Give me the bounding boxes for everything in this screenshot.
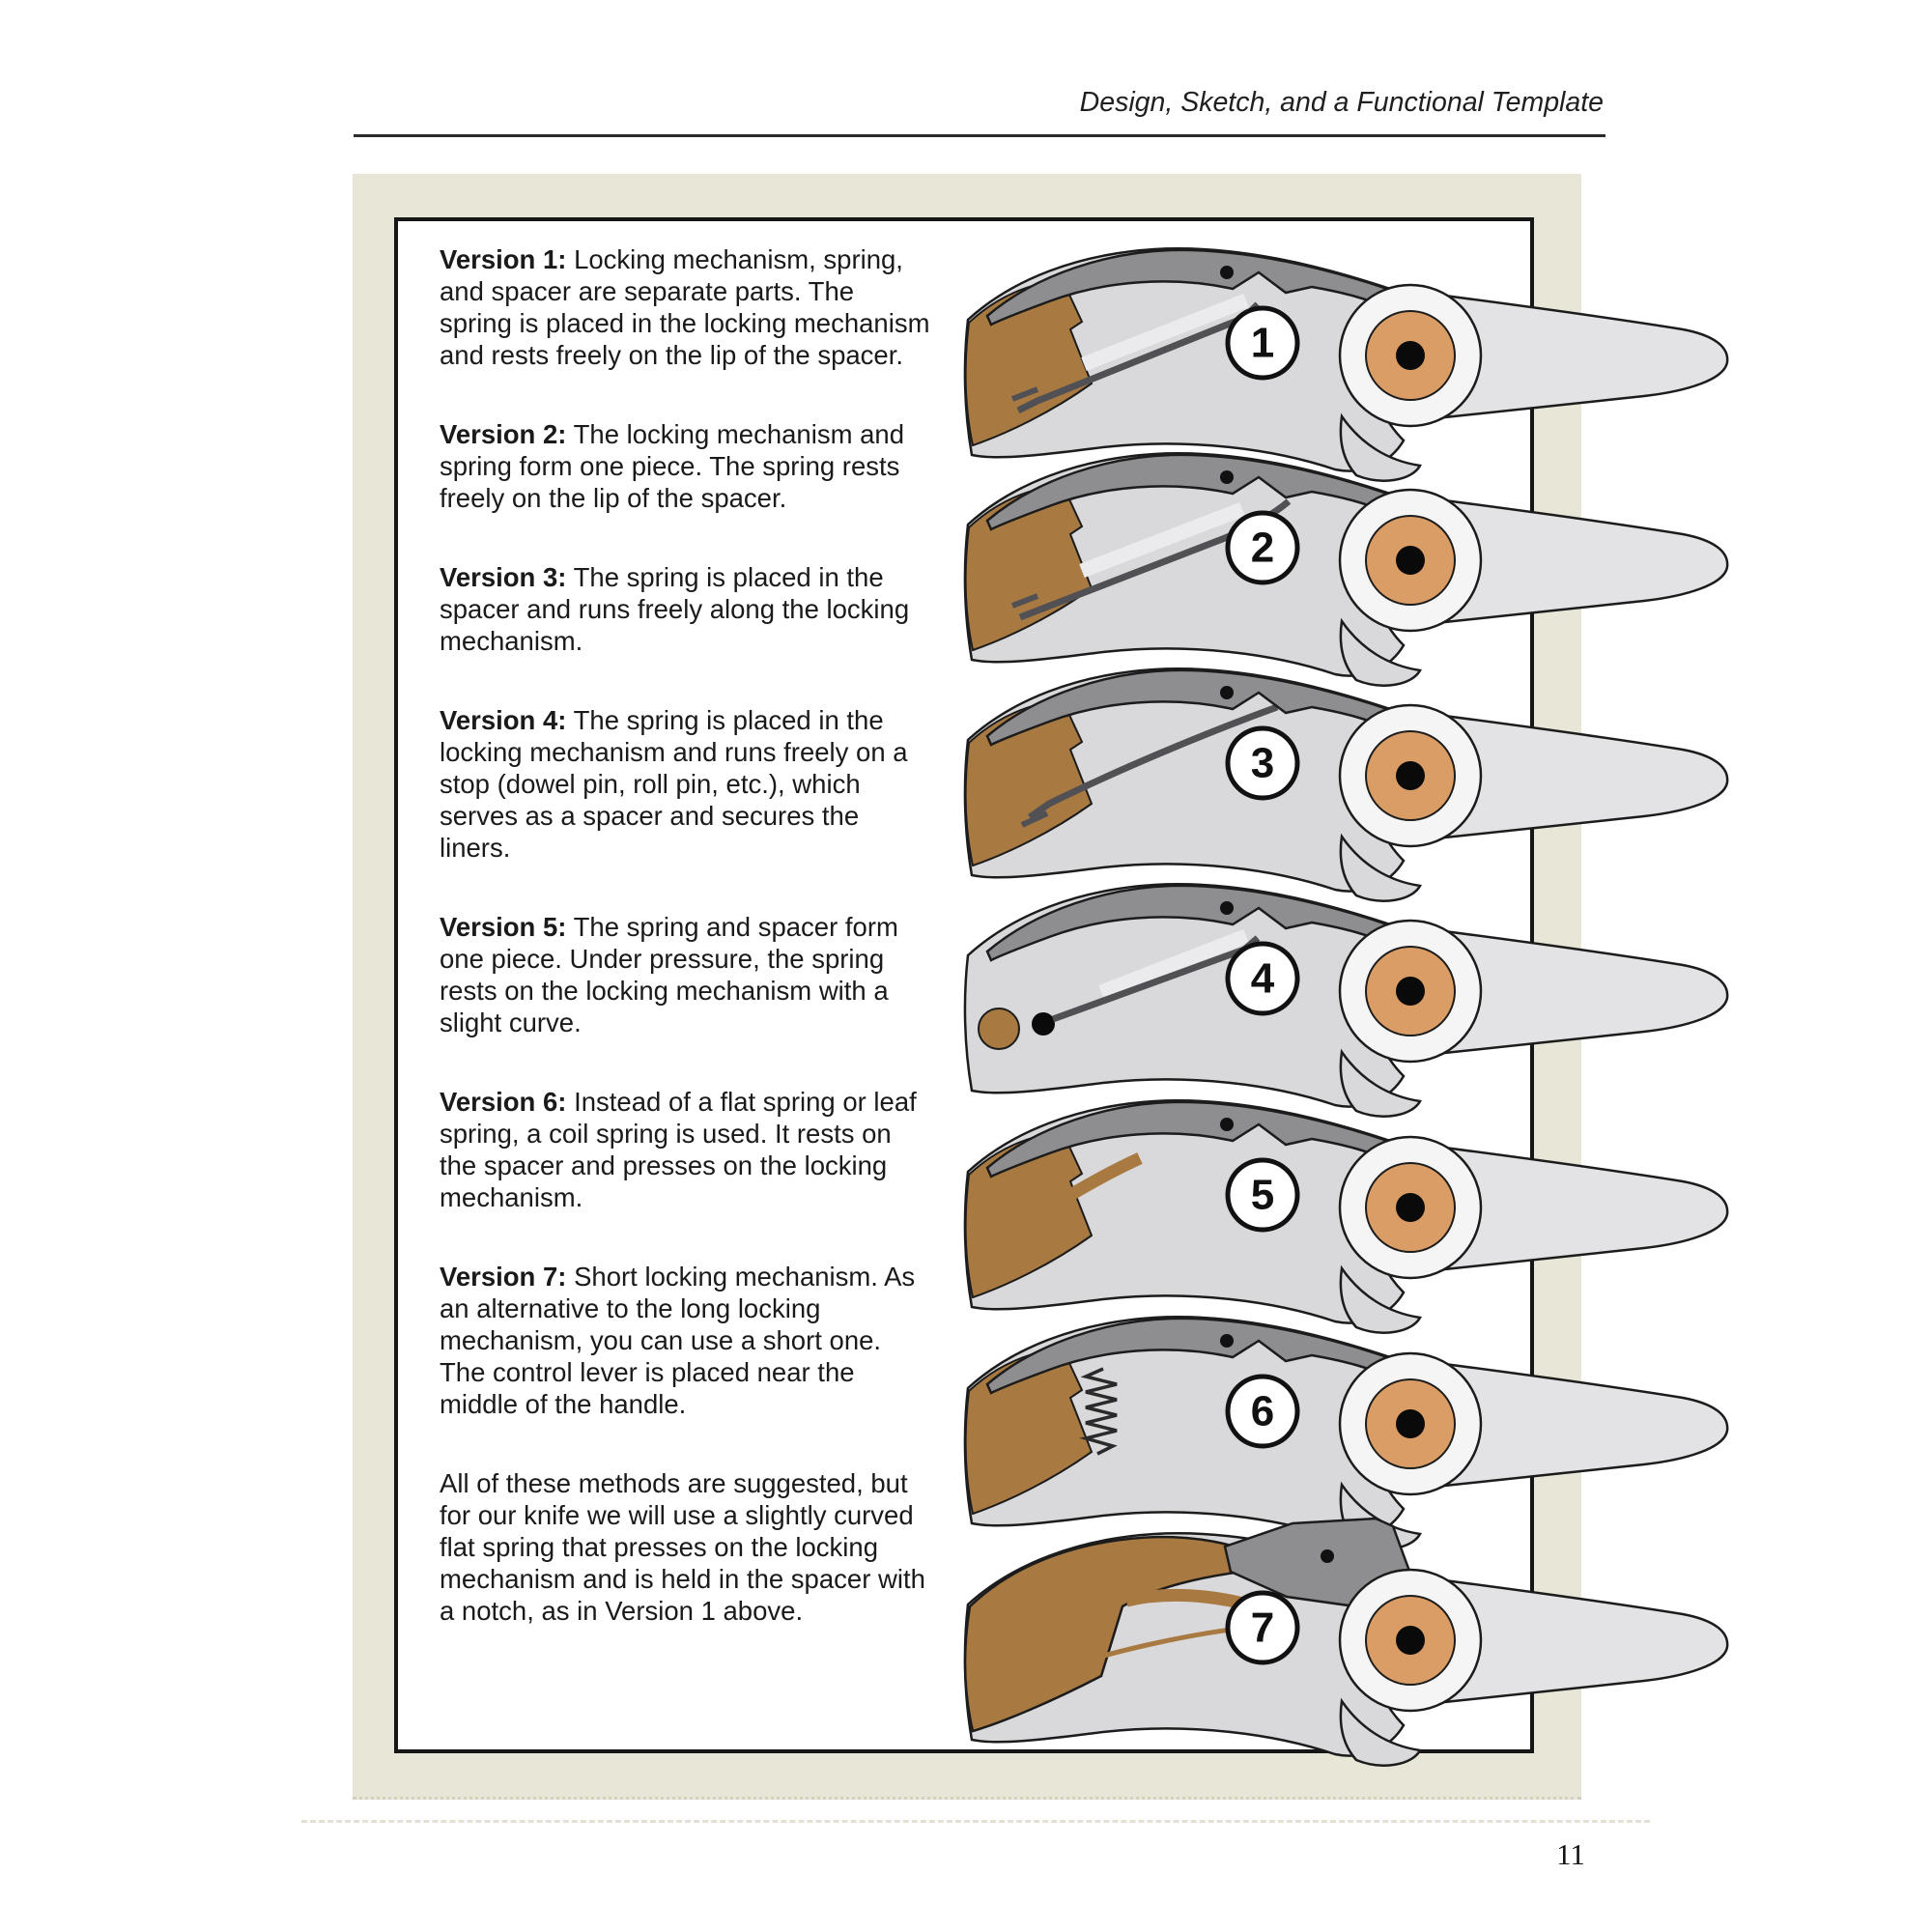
svg-text:6: 6 bbox=[1250, 1387, 1275, 1435]
panel-bottom-dashes bbox=[301, 1820, 1650, 1823]
number-badge bbox=[1228, 1593, 1297, 1662]
version-paragraph bbox=[440, 243, 930, 371]
number-badge bbox=[1228, 1160, 1297, 1230]
version-descriptions bbox=[440, 243, 930, 1674]
number-badge bbox=[1228, 513, 1297, 582]
version-paragraph bbox=[440, 561, 930, 657]
version-label: Version 7: bbox=[440, 1262, 567, 1292]
version-body: The locking mechanism and spring form one piece. The spring rests freely on the lip of the spacer. bbox=[440, 419, 905, 513]
version-label: Version 1: bbox=[440, 244, 567, 274]
page-title: Design, Sketch, and a Functional Template bbox=[1079, 87, 1604, 118]
version-paragraph bbox=[440, 1086, 930, 1213]
svg-text:7: 7 bbox=[1250, 1604, 1275, 1652]
number-badge bbox=[1228, 944, 1297, 1013]
svg-text:2: 2 bbox=[1250, 524, 1275, 572]
version-paragraph bbox=[440, 704, 930, 864]
page-number: 11 bbox=[1556, 1837, 1585, 1871]
version-body: Short locking mechanism. As an alternative to the long locking mechanism, you can use a short one. The control lever is placed near the middle of the handle. bbox=[440, 1262, 916, 1419]
svg-text:4: 4 bbox=[1250, 954, 1275, 1003]
version-label: Version 3: bbox=[440, 562, 567, 592]
stop-pin bbox=[1032, 1012, 1055, 1036]
header-rule bbox=[354, 134, 1605, 137]
version-paragraph bbox=[440, 1261, 930, 1420]
dowel-pin bbox=[979, 1008, 1019, 1049]
knife-diagram-7 bbox=[956, 1512, 1739, 1802]
svg-text:3: 3 bbox=[1250, 739, 1275, 787]
version-label: Version 2: bbox=[440, 419, 567, 449]
version-body: Instead of a flat spring or leaf spring, a coil spring is used. It rests on the spacer and presses on the locking mechanism. bbox=[440, 1087, 917, 1212]
version-body: Locking mechanism, spring, and spacer are separate parts. The spring is placed in the locking mechanism and rests freely on the lip of the spacer. bbox=[440, 244, 930, 370]
number-badge bbox=[1228, 308, 1297, 378]
closing-body: All of these methods are suggested, but for our knife we will use a slightly curved flat spring that presses on the locking mechanism and is held in the spacer with a notch, as in Version 1 above. bbox=[440, 1468, 925, 1626]
version-label: Version 4: bbox=[440, 705, 567, 735]
lever-pin-icon bbox=[1321, 1549, 1334, 1563]
version-label: Version 6: bbox=[440, 1087, 567, 1117]
version-body: The spring and spacer form one piece. Under pressure, the spring rests on the locking mechanism with a slight curve. bbox=[440, 912, 898, 1037]
number-badge bbox=[1228, 1377, 1297, 1446]
version-body: The spring is placed in the locking mechanism and runs freely on a stop (dowel pin, roll pin, etc.), which serves as a spacer and secures the liners. bbox=[440, 705, 908, 863]
version-body: The spring is placed in the spacer and runs freely along the locking mechanism. bbox=[440, 562, 910, 656]
svg-text:1: 1 bbox=[1250, 319, 1275, 367]
number-badge bbox=[1228, 728, 1297, 798]
version-paragraph bbox=[440, 418, 930, 514]
closing-paragraph bbox=[440, 1467, 930, 1627]
svg-text:5: 5 bbox=[1250, 1171, 1275, 1219]
version-label: Version 5: bbox=[440, 912, 567, 942]
version-paragraph bbox=[440, 911, 930, 1038]
